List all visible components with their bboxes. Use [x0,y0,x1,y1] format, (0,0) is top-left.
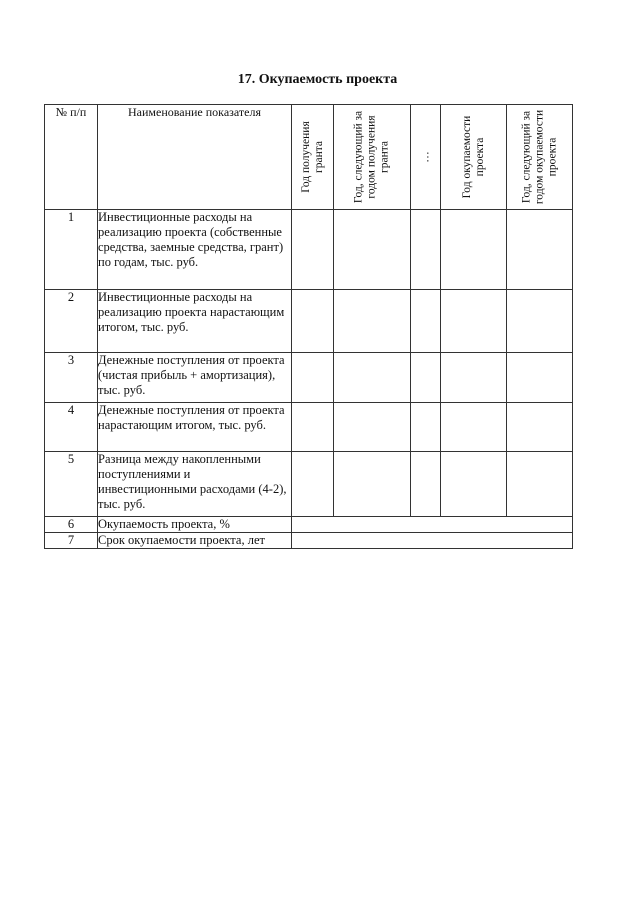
cell [411,290,441,353]
row-label: Срок окупаемости проекта, лет [98,533,292,549]
cell [507,353,573,403]
table-row [45,353,573,403]
cell [334,403,411,452]
cell [507,210,573,290]
cell [441,403,507,452]
header-num: № п/п [45,105,98,210]
cell [507,452,573,517]
table-row [45,290,573,353]
cell [507,290,573,353]
row-label: Окупаемость проекта, % [98,517,292,533]
header-name: Наименование показателя [98,105,292,210]
row-num: 6 [45,517,98,533]
table-row [45,210,573,290]
row-num: 4 [45,403,98,452]
header-ellipsis [411,105,441,210]
cell [441,290,507,353]
cell [292,452,334,517]
header-ellipsis-label: … [419,151,431,163]
row-num: 3 [45,353,98,403]
cell [292,353,334,403]
cell [507,403,573,452]
cell [334,210,411,290]
cell [411,210,441,290]
table-row [45,403,573,452]
row-num: 5 [45,452,98,517]
cell [441,452,507,517]
cell [292,403,334,452]
header-payback-year-label: Год окупаемости проекта [460,115,486,199]
header-payback-year [441,105,507,210]
cell [292,290,334,353]
page-title: 17. Окупаемость проекта [237,72,398,87]
cell [441,353,507,403]
header-next-year [334,105,411,210]
cell [292,210,334,290]
header-grant-year-label: Год получения гранта [299,121,325,193]
table-row [45,452,573,517]
table-row [45,517,573,533]
cell [411,452,441,517]
table-row [45,533,573,549]
row-label: Денежные поступления от проекта нарастающим итогом, тыс. руб. [98,403,292,452]
cell [411,403,441,452]
row-label: Разница между накопленными поступлениями и инвестиционными расходами (4-2), тыс. руб. [98,452,292,517]
cell [334,353,411,403]
merged-cell [292,533,573,549]
cell [411,353,441,403]
header-next-year-label: Год, следующий за годом получения гранта [352,110,391,204]
cell [441,210,507,290]
header-row [45,105,573,210]
cell [334,290,411,353]
row-num: 2 [45,290,98,353]
merged-cell [292,517,573,533]
header-after-payback [507,105,573,210]
header-grant-year [292,105,334,210]
cell [334,452,411,517]
row-label: Инвестиционные расходы на реализацию проекта (собственные средства, заемные средства, грант) по годам, тыс. руб. [98,210,292,290]
header-after-payback-label: Год, следующий за годом окупаемости проекта [520,109,558,205]
row-num: 7 [45,533,98,549]
row-label: Инвестиционные расходы на реализацию проекта нарастающим итогом, тыс. руб. [98,290,292,353]
row-label: Денежные поступления от проекта (чистая прибыль + амортизация), тыс. руб. [98,353,292,403]
row-num: 1 [45,210,98,290]
payback-table [44,104,573,549]
